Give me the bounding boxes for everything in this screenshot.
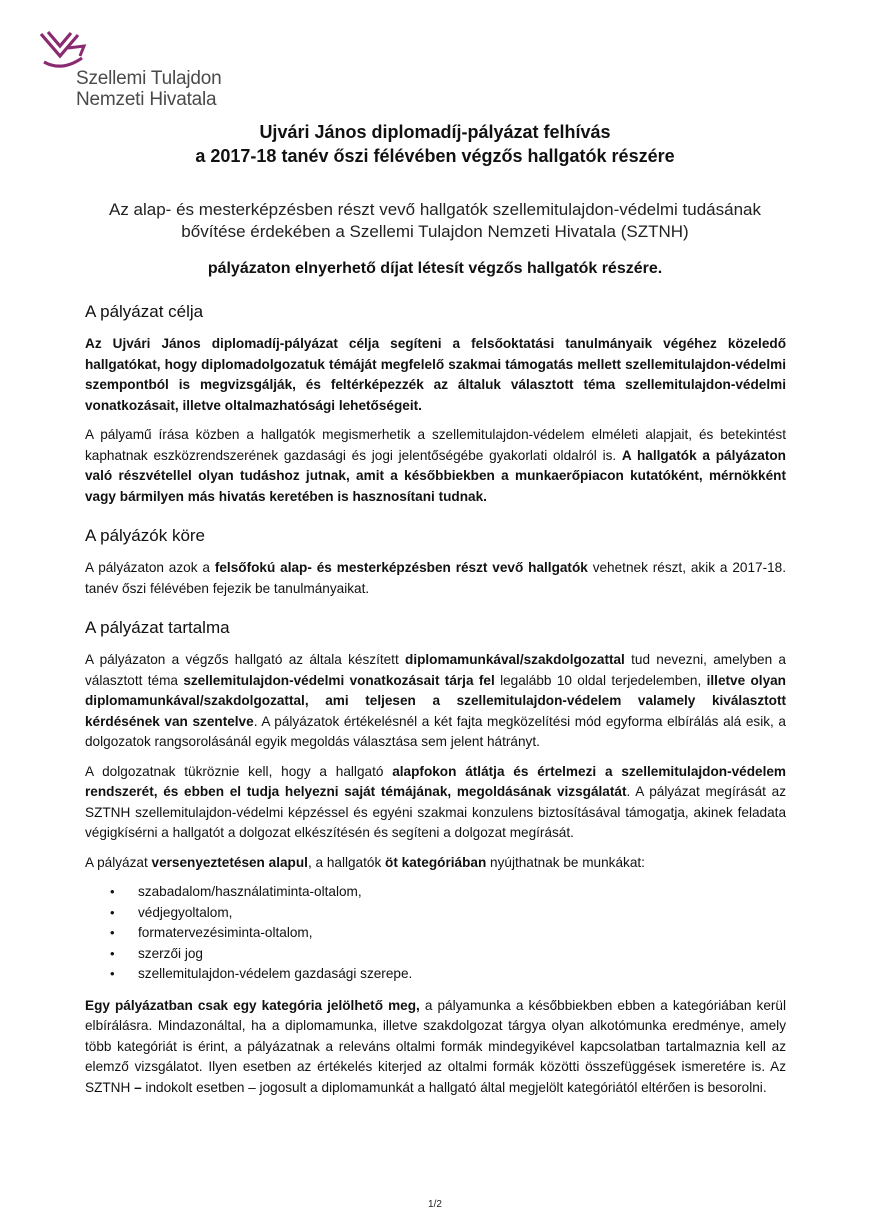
logo-line-1: Szellemi Tulajdon <box>76 68 222 89</box>
logo <box>38 26 238 116</box>
text: A pályamű írása közben a hallgatók megismerhetik a szellemitulajdon-védelem elméleti alapjait, és betekintést kaphatnak eszközrendszerének gazdasági és jogi jelentőségébe gyakorlati oldalról is. <box>85 427 786 463</box>
title-line-1: Ujvári János diplomadíj-pályázat felhívás <box>259 122 611 142</box>
logo-line-2: Nemzeti Hivatala <box>76 89 217 110</box>
bold-text: – <box>134 1079 142 1095</box>
text: tud nevezni, amelyben a választott téma <box>85 652 786 688</box>
section-heading-cel: A pályázat célja <box>85 302 204 321</box>
intro-line-1: Az alap- és mesterképzésben részt vevő hallgatók szellemitulajdon-védelmi tudásának <box>108 200 761 219</box>
bold-text: felsőfokú alap- és mesterképzésben részt vevő hallgatók <box>214 560 588 575</box>
text: vehetnek részt, akik a 2017-18. tanév őszi félévében fejezik be tanulmányaikat. <box>85 560 786 596</box>
text: , a hallgatók <box>307 854 386 870</box>
bold-text: A hallgatók a pályázaton való részvétellel olyan tudáshoz jutnak, amit a későbbiekben a munkaerőpiacon kutatóként, mérnökként vagy bármilyen más hivatás keretében is hasznosítani tudnak. <box>85 447 786 504</box>
bold-text: szellemitulajdon-védelmi vonatkozásait tárja fel <box>183 672 495 688</box>
sztnh-logo-icon <box>38 26 88 74</box>
paragraph <box>85 996 786 1099</box>
text: a pályamunka a későbbiekben ebben a kategóriában kerül elbírálásra. Mindazonáltal, ha a diplomamunka, illetve szakdolgozat tárgya olyan alkotómunka eredménye, amely több kategóriát is érint, a pályázatnak a releváns oltalmi formák mindegyikével kapcsolatban tartalmaznia kell az elemző vizsgálatot. Ilyen esetben az értékelés kiterjed az oltalmi formák közötti összefüggések ismeretére is. Az SZTNH <box>85 997 786 1095</box>
bold-text: diplomamunkával/szakdolgozattal <box>405 652 625 667</box>
text: A pályázat <box>85 854 152 870</box>
category-list <box>85 882 786 985</box>
title-line-2: a 2017-18 tanév őszi félévében végzős hallgatók részére <box>195 146 675 166</box>
paragraph <box>85 425 786 507</box>
text: . A pályázat megírását az SZTNH szellemitulajdon-védelmi képzéssel és egyéni szakmai konzulens biztosításával támogatja, akinek feladata végigkísérni a hallgatót a dolgozat elkészítésén és segíteni a dolgozat megírását. <box>85 784 786 840</box>
paragraph <box>85 650 786 753</box>
page-number: 1/2 <box>428 1199 442 1210</box>
section-heading-kore: A pályázók köre <box>85 526 206 545</box>
intro <box>60 199 810 243</box>
paragraph <box>85 558 786 599</box>
section-heading-tartalma: A pályázat tartalma <box>85 618 230 637</box>
paragraph <box>85 762 786 844</box>
text: indokolt esetben – jogosult a diplomamunkát a hallgató által megjelölt kategóriától eltérően is besorolni. <box>141 1079 767 1095</box>
list-item: • formatervezésiminta-oltalom, <box>138 923 786 944</box>
bold-text: Az Ujvári János diplomadíj-pályázat célja segíteni a felsőoktatási tanulmányaik végéhez közeledő hallgatókat, hogy diplomadolgozatuk témáját megfelelő szakmai támogatás mellett szellemitulajdon-védelmi szempontból is megvizsgálják, és feltérképezzék az általuk választott téma szellemitulajdon-védelmi vonatkozásait, illetve oltalmazhatósági lehetőségeit. <box>85 336 786 413</box>
bold-text: alapfokon átlátja és értelmezi a szellemitulajdon-védelem rendszerét, és ebben el tudja helyezni saját témájának, megoldásának vizsgálatát <box>85 763 787 799</box>
text: nyújthatnak be munkákat: <box>486 854 645 870</box>
text: A dolgozatnak tükröznie kell, hogy a hallgató <box>85 763 393 779</box>
intro-line-2: bővítése érdekében a Szellemi Tulajdon Nemzeti Hivatala (SZTNH) <box>181 222 689 241</box>
bold-text: öt kategóriában <box>385 854 487 870</box>
bold-text: illetve olyan diplomamunkával/szakdolgozattal, ami teljesen a szellemitulajdon-védelem valamely kiválasztott kérdésének van szentelve <box>85 672 786 729</box>
paragraph <box>85 853 786 874</box>
bold-text: Egy pályázatban csak egy kategória jelölhető meg, <box>85 997 420 1013</box>
list-item: • szellemitulajdon-védelem gazdasági szerepe. <box>138 964 786 985</box>
document-body <box>85 301 786 1107</box>
bold-text: versenyeztetésen alapul <box>151 854 308 870</box>
list-item: • védjegyoltalom, <box>138 903 786 924</box>
list-item: • szerzői jog <box>138 944 786 965</box>
logo-text <box>76 68 222 110</box>
document-title <box>0 120 870 168</box>
list-item: • szabadalom/használatiminta-oltalom, <box>138 882 786 903</box>
text: A pályázaton a végzős hallgató az általa készített <box>85 652 406 667</box>
paragraph <box>85 334 786 416</box>
text: . A pályázatok értékelésnél a két fajta megközelítési mód egyforma elbírálás alá esik, a dolgozatok rangsorolásánál egyik megoldás választása sem jelent hátrányt. <box>85 713 786 749</box>
intro-bold-line: pályázaton elnyerhető díjat létesít végzős hallgatók részére. <box>207 260 663 277</box>
text: legalább 10 oldal terjedelemben, <box>494 672 707 688</box>
text: A pályázaton azok a <box>85 560 215 575</box>
